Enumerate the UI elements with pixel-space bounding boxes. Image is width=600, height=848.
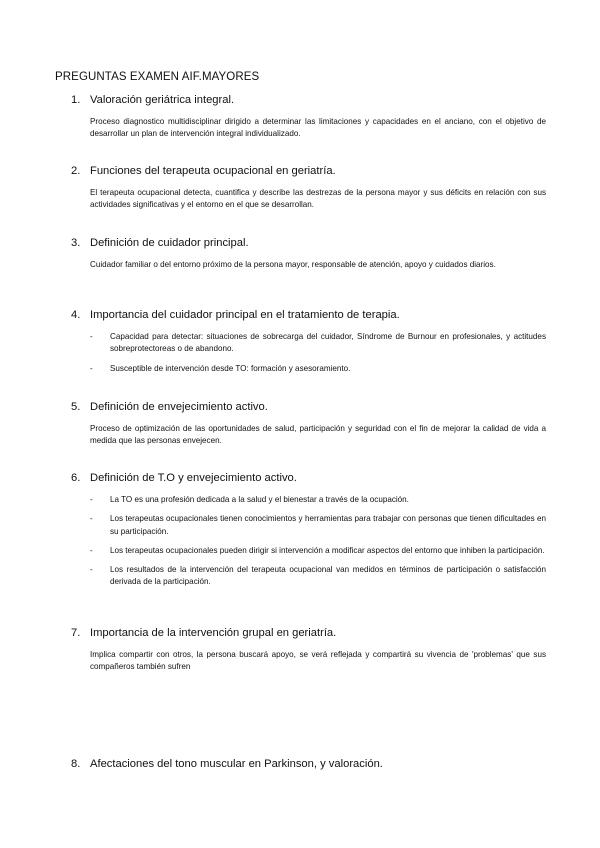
bullet-item: [90, 564, 546, 589]
question-answer: Implica compartir con otros, la persona buscará apoyo, se verá reflejada y compartirá su vivencia de 'problemas' que sus compañeros también sufren: [90, 650, 546, 672]
question-number: 6.: [71, 472, 81, 484]
question-number: 8.: [71, 758, 81, 770]
question-number: 2.: [71, 165, 81, 177]
bullet-marker: -: [90, 565, 93, 575]
question-title: Definición de envejecimiento activo.: [90, 401, 268, 413]
question-number: 4.: [71, 309, 81, 321]
bullet-text: Susceptible de intervención desde TO: formación y asesoramiento.: [110, 363, 351, 373]
question-answer: Proceso de optimización de las oportunidades de salud, participación y seguridad con el fin de mejorar la calidad de vida a medida que las personas envejecen.: [90, 424, 546, 446]
bullet-marker: -: [90, 514, 93, 524]
bullet-text: Capacidad para detectar: situaciones de sobrecarga del cuidador, Síndrome de Burnour en profesionales, y actitudes sobreprotectoreas o de abandono.: [110, 332, 546, 354]
bullet-item: [90, 513, 546, 538]
bullet-marker: -: [90, 495, 93, 504]
question-title: Valoración geriátrica integral.: [90, 94, 235, 106]
question-answer: Proceso diagnostico multidisciplinar dirigido a determinar las limitaciones y capacidades en el anciano, con el objetivo de desarrollar un plan de intervención integral individualizado.: [90, 117, 546, 139]
bullet-text: Los resultados de la intervención del terapeuta ocupacional van medidos en términos de participación o satisfacción derivada de la participación.: [110, 565, 546, 587]
question-title: Importancia del cuidador principal en el tratamiento de terapia.: [90, 309, 400, 321]
bullet-item: [90, 494, 546, 506]
bullet-item: [90, 363, 546, 375]
bullet-text: Los terapeutas ocupacionales tienen conocimientos y herramientas para trabajar con personas que tienen dificultades en su participación.: [110, 514, 546, 536]
question-answer: Cuidador familiar o del entorno próximo de la persona mayor, responsable de atención, apoyo y cuidados diarios.: [90, 260, 496, 269]
question-title: Funciones del terapeuta ocupacional en geriatría.: [90, 165, 336, 177]
question-title: Importancia de la intervención grupal en geriatría.: [90, 627, 337, 639]
question-title: Afectaciones del tono muscular en Parkinson, y valoración.: [90, 758, 383, 770]
bullet-item: [90, 331, 546, 356]
question-title: Definición de T.O y envejecimiento activo.: [90, 472, 297, 484]
bullet-list: [90, 494, 546, 589]
question-number: 5.: [71, 401, 81, 413]
document-title: PREGUNTAS EXAMEN AIF.MAYORES: [55, 71, 260, 83]
bullet-marker: -: [90, 545, 93, 555]
bullet-marker: -: [90, 363, 93, 373]
question-number: 3.: [71, 237, 81, 249]
question-number: 7.: [71, 627, 81, 639]
bullet-text: La TO es una profesión dedicada a la salud y el bienestar a través de la ocupación.: [110, 495, 409, 504]
bullet-list: [90, 331, 546, 375]
bullet-marker: -: [90, 332, 93, 341]
question-number: 1.: [71, 94, 81, 106]
question-answer: El terapeuta ocupacional detecta, cuantifica y describe las destrezas de la persona mayor y sus déficits en relación con sus actividades significativas y el entorno en el que se desarrollan.: [90, 188, 546, 210]
bullet-item: [90, 545, 546, 557]
bullet-text: Los terapeutas ocupacionales pueden dirigir si intervención a modificar aspectos del entorno que inhiben la participación.: [110, 545, 545, 555]
question-title: Definición de cuidador principal.: [90, 237, 249, 249]
